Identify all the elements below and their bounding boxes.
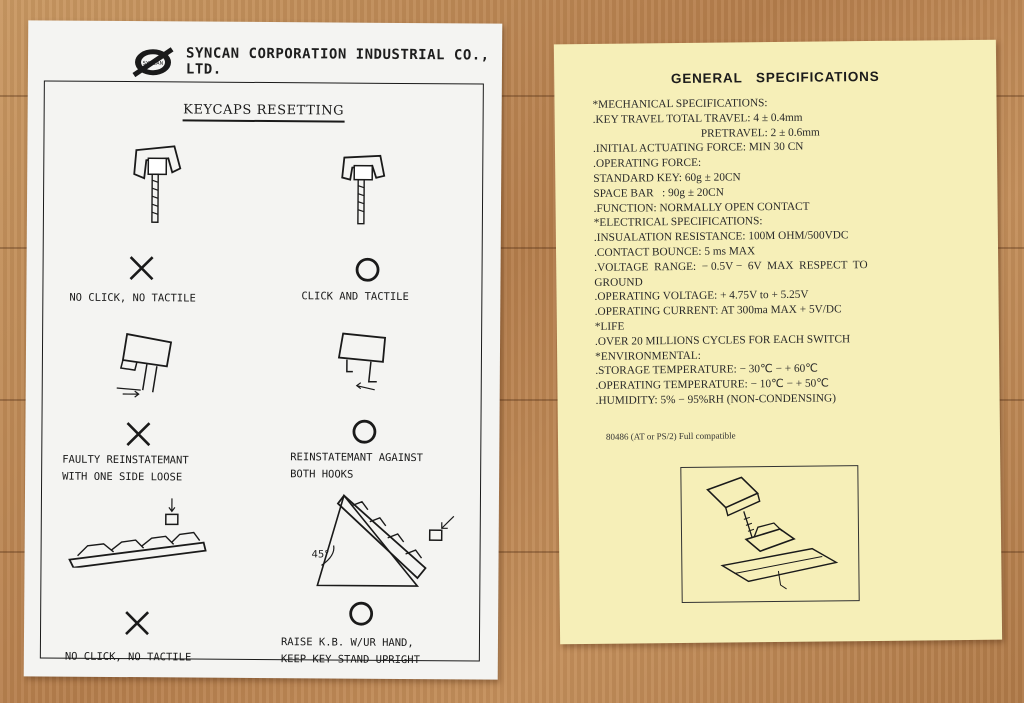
spec-line: .STORAGE TEMPERATURE: − 30℃ − + 60℃: [595, 362, 818, 378]
keycap-one-side-loose-illustration: [113, 328, 194, 405]
spec-line: STANDARD KEY: 60g ± 20CN: [593, 171, 741, 185]
specifications-title: GENERAL SPECIFICATIONS: [670, 68, 880, 87]
correct-mark-icon: [350, 418, 378, 446]
keycap-both-hooks-illustration: [333, 329, 403, 393]
spec-line: .INITIAL ACTUATING FORCE: MIN 30 CN: [592, 141, 804, 156]
caption-reinstatement-both-hooks: REINSTATEMANT AGAINST BOTH HOOKS: [290, 451, 424, 481]
spec-line: *MECHANICAL SPECIFICATIONS:: [592, 97, 768, 111]
correct-mark-icon: [353, 256, 381, 284]
keyboard-raised-illustration: [307, 485, 468, 592]
spec-line: .OVER 20 MILLIONS CYCLES FOR EACH SWITCH: [594, 332, 851, 348]
spec-line: *ELECTRICAL SPECIFICATIONS:: [593, 215, 763, 230]
spec-line: .OPERATING CURRENT: AT 300ma MAX + 5V/DC: [594, 303, 842, 319]
spec-line: SPACE BAR : 90g ± 20CN: [593, 186, 724, 200]
logo-text: SYNCAN: [142, 60, 164, 67]
spec-line: .OPERATING TEMPERATURE: − 10℃ − + 50℃: [595, 377, 830, 393]
wrong-mark-icon: [127, 254, 155, 282]
spec-line: *LIFE: [594, 320, 625, 333]
caption-click-and-tactile: CLICK AND TACTILE: [301, 290, 409, 304]
section-title: KEYCAPS RESETTING: [45, 101, 483, 119]
caption-faulty-reinstatement: FAULTY REINSTATEMANT WITH ONE SIDE LOOSE: [62, 453, 189, 484]
spec-line: .KEY TRAVEL TOTAL TRAVEL: 4 ± 0.4mm: [592, 111, 803, 126]
caption-raise-keyboard: RAISE K.B. W/UR HAND, KEEP KEY STAND UPRIGHT: [280, 636, 420, 667]
angle-label: 45°: [311, 549, 330, 561]
general-specifications-sheet: [554, 40, 1002, 645]
caption-no-click-no-tactile: NO CLICK, NO TACTILE: [69, 291, 196, 305]
spec-line: .OPERATING VOLTAGE: + 4.75V to + 5.25V: [594, 289, 809, 304]
company-name: SYNCAN CORPORATION INDUSTRIAL CO., LTD.: [185, 45, 490, 78]
compatibility-note: 80486 (AT or PS/2) Full compatible: [605, 430, 736, 442]
spec-line: .OPERATING FORCE:: [593, 156, 702, 171]
keyboard-flat-illustration: [63, 494, 214, 569]
keycap-seated-illustration: [336, 150, 397, 230]
wrong-mark-icon: [123, 609, 151, 637]
syncan-logo-icon: [132, 45, 174, 79]
spec-line: .HUMIDITY: 5% − 95%RH (NON-CONDENSING): [595, 392, 837, 407]
caption-no-click-no-tactile: NO CLICK, NO TACTILE: [64, 650, 192, 664]
spec-line: .INSUALATION RESISTANCE: 100M OHM/500VDC: [593, 229, 849, 245]
spec-line: *ENVIRONMENTAL:: [595, 349, 701, 363]
wrong-mark-icon: [124, 420, 152, 448]
spec-line: GROUND: [594, 275, 643, 289]
spec-line: PRETRAVEL: 2 ± 0.6mm: [700, 126, 820, 140]
keycaps-resetting-sheet: [24, 20, 503, 679]
keycap-loose-illustration: [128, 138, 189, 228]
spec-line: .VOLTAGE RANGE: − 0.5V − 6V MAX RESPECT TO: [594, 258, 868, 274]
correct-mark-icon: [347, 600, 375, 628]
key-switch-illustration: [681, 466, 858, 602]
instructions-frame: [40, 80, 484, 667]
switch-diagram: [680, 465, 859, 603]
spec-line: .FUNCTION: NORMALLY OPEN CONTACT: [593, 200, 810, 215]
specifications-list: [592, 94, 985, 409]
spec-line: .CONTACT BOUNCE: 5 ms MAX: [593, 245, 756, 259]
